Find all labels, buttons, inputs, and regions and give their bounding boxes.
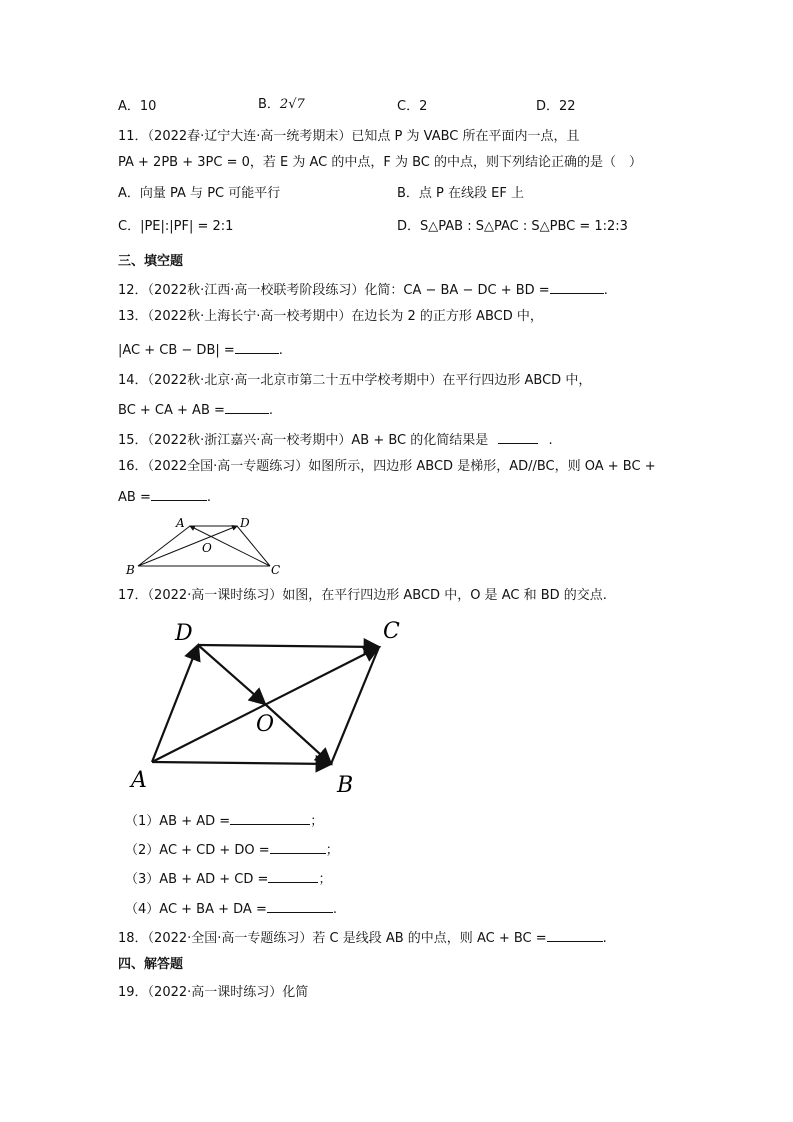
label-a: A xyxy=(131,768,147,793)
answer-blank xyxy=(547,928,603,942)
label-d: D xyxy=(240,516,250,530)
q12-text: 12．（2022秋·江西·高一校联考阶段练习）化简：CA − BA − DC + BD = . xyxy=(118,280,608,300)
label-b: B xyxy=(126,563,135,577)
part-number: （2） xyxy=(125,843,160,858)
diagonal-bd xyxy=(138,526,237,566)
vector-ab xyxy=(152,762,331,764)
part-number: （1） xyxy=(125,814,160,829)
answer-blank xyxy=(498,430,538,444)
q19-stem: 19．（2022·高一课时练习）化简 xyxy=(118,985,309,1000)
side-cb xyxy=(331,647,379,764)
vector-dc xyxy=(198,645,379,647)
q11-option-b: B．点 P 在线段 EF 上 xyxy=(397,186,524,201)
answer-blank xyxy=(230,811,310,825)
label-d: D xyxy=(175,621,193,646)
option-d-q10: D．22 xyxy=(536,99,576,114)
part-expr: AB + AD = xyxy=(159,814,231,829)
answer-blank xyxy=(550,280,604,294)
q11-stem: 11．（2022春·辽宁大连·高一统考期末）已知点 P 为 VABC 所在平面内一点，且 xyxy=(118,129,580,144)
q15-text: 15．（2022秋·浙江嘉兴·高一校考期中）AB + BC 的化简结果是 . xyxy=(118,430,553,450)
answer-blank xyxy=(267,899,333,913)
q11-option-d: D．S△PAB : S△PAC : S△PBC = 1:2:3 xyxy=(397,219,628,234)
label-a: A xyxy=(176,516,185,530)
answer-blank xyxy=(235,340,279,354)
side-ab xyxy=(138,526,190,566)
vector-do xyxy=(198,645,265,704)
label-b: B xyxy=(337,773,354,798)
q17-stem: 17．（2022·高一课时练习）如图，在平行四边形 ABCD 中，O 是 AC 和 BD 的交点. xyxy=(118,588,607,603)
part-expr: AC + CD + DO = xyxy=(159,843,270,858)
q14-line1: 14．（2022秋·北京·高一北京市第二十五中学校考期中）在平行四边形 ABCD 中， xyxy=(118,373,592,388)
q13-line1: 13．（2022秋·上海长宁·高一校考期中）在边长为 2 的正方形 ABCD 中， xyxy=(118,309,543,324)
side-dc xyxy=(237,526,270,566)
q16-line1: 16．（2022全国·高一专题练习）如图所示，四边形 ABCD 是梯形，AD//BC，则 OA + BC + xyxy=(118,459,656,474)
vector-ob xyxy=(265,704,331,764)
q17-part-3: （3）AB + AD + CD = ； xyxy=(125,869,331,889)
q17-part-2: （2）AC + CD + DO = ； xyxy=(125,840,339,860)
trapezoid-figure xyxy=(122,512,292,578)
label-c: C xyxy=(271,563,281,577)
label-o: O xyxy=(202,541,212,555)
q13-line2: |AC + CB − DB| = . xyxy=(118,340,283,360)
q15-stem: 15．（2022秋·浙江嘉兴·高一校考期中）AB + BC 的化简结果是 xyxy=(118,433,489,448)
part-expr: AC + BA + DA = xyxy=(159,902,267,917)
answer-blank xyxy=(225,400,269,414)
section-heading-solutions: 四、解答题 xyxy=(118,957,184,972)
option-b-q10 xyxy=(258,96,305,114)
vector-ad xyxy=(152,645,198,762)
q14-expr: BC + CA + AB = xyxy=(118,403,225,418)
q17-part-4: （4）AC + BA + DA = . xyxy=(125,899,337,919)
part-number: （3） xyxy=(125,872,160,887)
q11-equation: PA + 2PB + 3PC = 0，若 E 为 AC 的中点，F 为 BC 的中点，则下列结论正确的是（ ） xyxy=(118,155,642,170)
q14-line2: BC + CA + AB = . xyxy=(118,400,273,420)
q13-expr: |AC + CB − DB| = xyxy=(118,343,235,358)
q18-text: 18．（2022·全国·高一专题练习）若 C 是线段 AB 的中点，则 AC + BC = . xyxy=(118,928,607,948)
q18-stem: 18．（2022·全国·高一专题练习）若 C 是线段 AB 的中点，则 AC + BC = xyxy=(118,931,547,946)
label-c: C xyxy=(383,619,400,644)
option-c-q10: C．2 xyxy=(397,99,428,114)
option-a-q10: A．10 xyxy=(118,99,157,114)
answer-blank xyxy=(151,487,207,501)
q17-part-1: （1）AB + AD = ； xyxy=(125,811,323,831)
option-b-value: 2√7 xyxy=(279,97,305,112)
q11-option-c: C．|PE|:|PF| = 2:1 xyxy=(118,219,234,234)
q11-option-a: A．向量 PA 与 PC 可能平行 xyxy=(118,186,281,201)
part-number: （4） xyxy=(125,902,160,917)
part-expr: AB + AD + CD = xyxy=(159,872,269,887)
q16-expr: AB = xyxy=(118,490,151,505)
answer-blank xyxy=(270,840,326,854)
label-o: O xyxy=(256,712,275,737)
parallelogram-figure xyxy=(125,612,425,802)
option-b-prefix: B． xyxy=(258,97,280,112)
q12-stem: 12．（2022秋·江西·高一校联考阶段练习）化简：CA − BA − DC + BD = xyxy=(118,283,550,298)
answer-blank xyxy=(268,869,318,883)
q16-line2: AB = . xyxy=(118,487,211,507)
section-heading-fill-in: 三、填空题 xyxy=(118,254,184,269)
